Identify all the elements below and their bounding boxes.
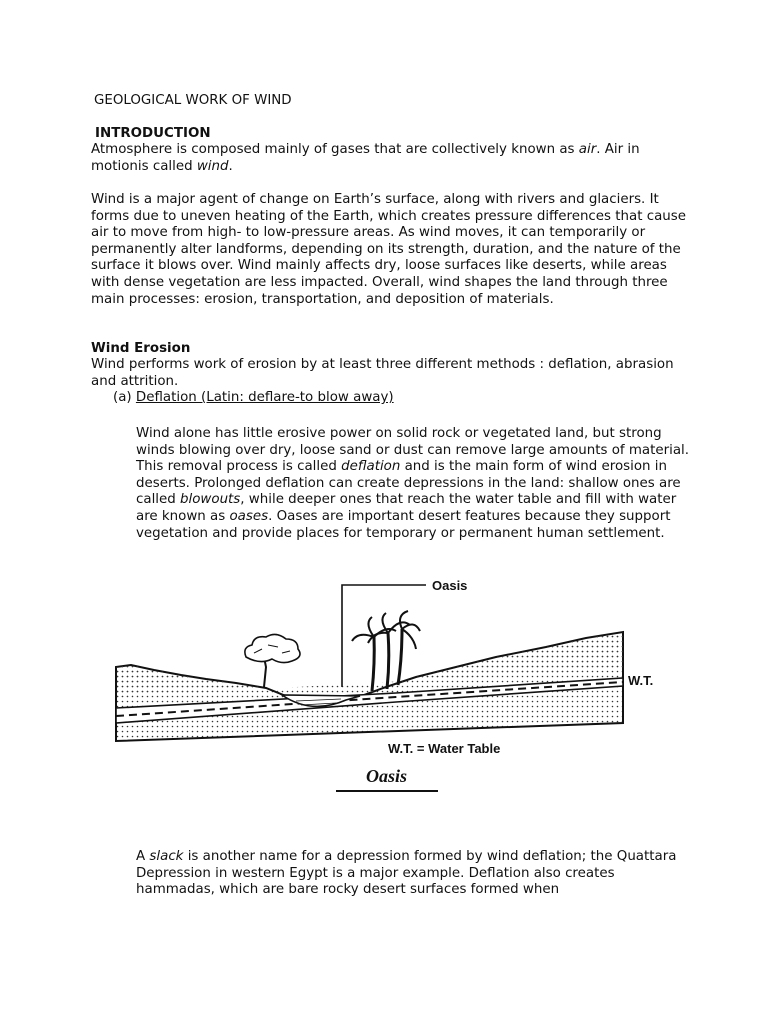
text-run: . Oases are important desert features because they support vegetation and provide places for temporary or permanent human settlement. [136,508,671,541]
intro-paragraph-2 [91,192,691,308]
text-run: and is the main form of wind erosion in deserts. Prolonged deflation can create depressions in the land: shallow ones are called [136,459,681,508]
text-run: Atmosphere is composed mainly of gases that are collectively known as [91,142,579,157]
text-run: Wind is a major agent of change on Earth’s surface, along with rivers and glaciers. It forms due to uneven heating of the Earth, which creates pressure differences that cause air to move from high- to low-pressure areas. As wind moves, it can temporarily or permanently alter landforms, depending on its strength, duration, and the nature of the surface it blows over. Wind mainly affects dry, loose surfaces like deserts, while areas with dense vegetation are less impacted. Overall, wind shapes the land through three main processes: erosion, transportation, and deposition of materials. [91,192,686,307]
slack-paragraph [136,849,696,899]
italic-term: slack [149,849,184,864]
small-tree-icon [245,634,300,687]
text-run: , while deeper ones that reach the water table and fill with water are known as [136,492,677,524]
italic-term: oases [229,508,269,524]
subheading-title: Deflation (Latin: deflare-to blow away) [135,390,394,405]
document-title: GEOLOGICAL WORK OF WIND [94,93,292,108]
italic-term: blowouts [180,492,241,508]
figure-legend: W.T. = Water Table [388,741,501,756]
text-run: . Air in motionis called [91,142,640,174]
oasis-label: Oasis [432,578,468,593]
italic-term: deflation [341,459,401,475]
text-run: is another name for a depression formed by wind deflation; the Quattara Depression in western Egypt is a major example. Deflation also creates hammadas, which are bare rocky desert surfaces formed when [136,849,677,898]
subheading-marker: (a) [113,390,132,405]
deflation-paragraph [136,426,696,542]
text-run: A [136,849,150,864]
intro-paragraph-1 [91,142,691,175]
figure-caption: Oasis [366,766,408,786]
text-run: Wind alone has little erosive power on solid rock or vegetated land, but strong winds blowing over dry, loose sand or dust can remove large amounts of material. This removal process is called [136,426,690,475]
wind-erosion-heading: Wind Erosion [91,341,191,356]
italic-term: wind [196,158,229,174]
introduction-heading: INTRODUCTION [95,126,211,141]
oasis-pointer-line [342,585,426,687]
wind-erosion-paragraph [91,357,691,390]
oasis-figure [96,575,682,797]
oasis-diagram [96,575,682,797]
text-run: Wind performs work of erosion by at least three different methods : deflation, abrasion and attrition. [91,357,674,389]
text-run: . [228,158,233,174]
italic-term: air [578,142,597,157]
deflation-subheading [113,390,394,407]
water-table-label: W.T. [628,673,654,688]
